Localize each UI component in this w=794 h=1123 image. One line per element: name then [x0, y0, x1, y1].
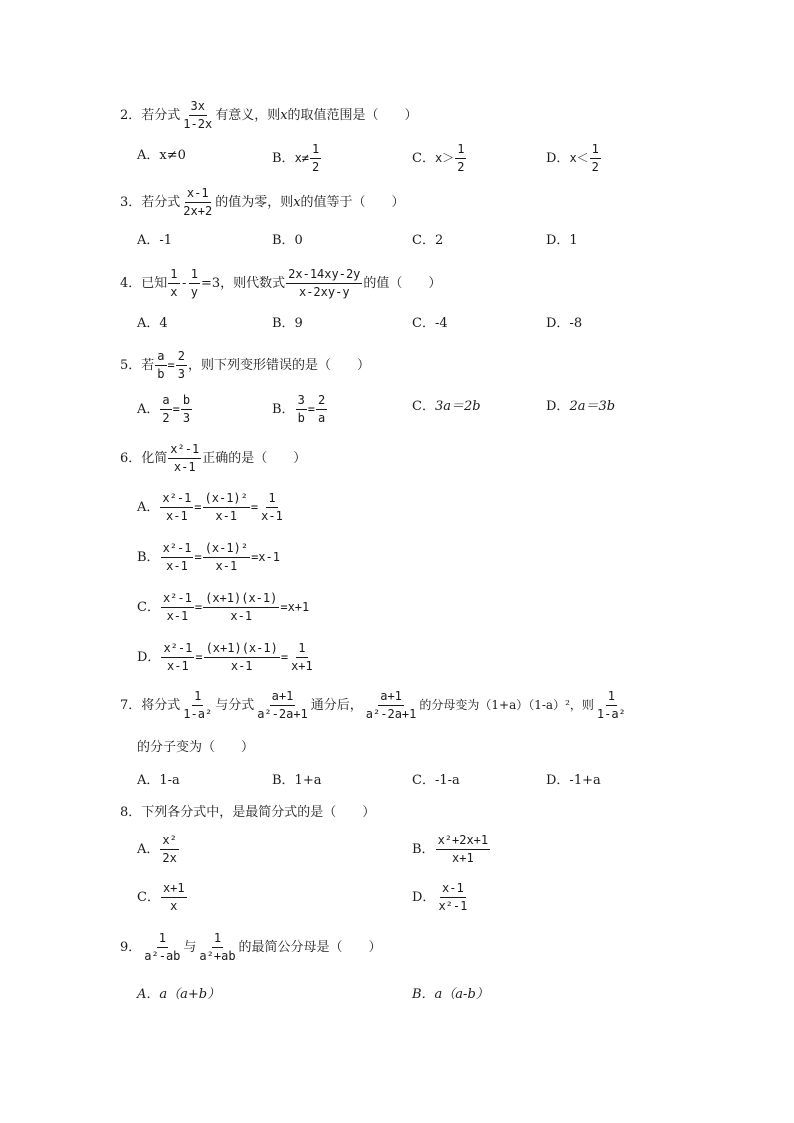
- q7-option-c[interactable]: C．-1-a: [412, 773, 460, 788]
- fraction-denominator: b: [157, 366, 165, 381]
- question-3-stem: [120, 187, 405, 217]
- text-segment: =: [194, 600, 203, 615]
- fraction-denominator: x-1: [230, 658, 253, 673]
- fraction: [436, 882, 469, 912]
- text-segment: x≠: [294, 151, 310, 166]
- fraction-numerator: 1: [212, 932, 223, 948]
- fraction-numerator: x²-1: [160, 492, 193, 508]
- text-segment: C．: [137, 889, 160, 905]
- fraction-denominator: 2x+2: [183, 203, 213, 218]
- fraction-denominator: b: [297, 410, 305, 425]
- fraction: [310, 143, 321, 173]
- fraction-denominator: x: [170, 284, 178, 299]
- fraction-denominator: a²-ab: [144, 948, 181, 963]
- text-segment: 的分母变为（1+a）（1-a）²，则: [419, 698, 594, 713]
- q8-option-c[interactable]: [137, 882, 188, 912]
- fraction-denominator: x-1: [173, 459, 196, 474]
- fraction-denominator: x-2xy-y: [298, 284, 350, 299]
- q5-option-d[interactable]: [546, 400, 615, 413]
- fraction-denominator: 2: [312, 159, 320, 174]
- fraction-numerator: 1: [157, 932, 168, 948]
- fraction-numerator: 1: [192, 690, 203, 706]
- text-segment: C．: [137, 599, 160, 615]
- text-segment: 通分后，: [310, 697, 363, 713]
- text-segment: =: [172, 402, 180, 417]
- fraction-denominator: 2: [162, 410, 170, 425]
- q2-number: 2．若分式: [120, 107, 181, 123]
- fraction: [160, 394, 171, 424]
- fraction-numerator: 3x: [189, 100, 207, 116]
- question-4-stem: [120, 268, 441, 298]
- fraction-numerator: a: [155, 350, 166, 366]
- fraction-denominator: y: [190, 284, 198, 299]
- q2-option-a[interactable]: [137, 149, 186, 162]
- text-segment: 6．化简: [120, 450, 168, 466]
- text-segment: 的值（ ）: [363, 275, 442, 291]
- text-segment: =: [167, 358, 175, 373]
- text-segment: 9．: [120, 939, 142, 955]
- text-segment: =3，则代数式: [200, 275, 286, 291]
- q9-option-b[interactable]: [412, 988, 489, 1001]
- text-segment: B．a（a-b）: [412, 987, 489, 1002]
- question-7-stem: [120, 690, 629, 720]
- q3-option-c[interactable]: C．2: [412, 233, 444, 248]
- fraction-numerator: a: [160, 394, 171, 410]
- text-segment: C．: [412, 150, 435, 166]
- fraction-denominator: 1-a²: [596, 706, 626, 721]
- question-6-stem: [120, 443, 306, 473]
- fraction-denominator: a: [318, 410, 326, 425]
- text-segment: =: [195, 650, 203, 665]
- text-segment: D．: [412, 889, 436, 905]
- text-segment: A．: [137, 148, 160, 163]
- fraction-numerator: (x+1)(x-1): [203, 592, 279, 608]
- fraction-denominator: 1-a²: [183, 706, 213, 721]
- q6-option-c[interactable]: [137, 592, 309, 622]
- fraction: [161, 642, 194, 672]
- text-segment: -: [180, 276, 188, 291]
- q8-option-b[interactable]: [412, 834, 491, 864]
- fraction: [436, 834, 491, 864]
- q4-expression: [286, 268, 362, 298]
- text-segment: 正确的是（ ）: [202, 450, 307, 466]
- fraction: [255, 690, 310, 720]
- text-segment: A．: [137, 499, 160, 515]
- fraction-denominator: x²-1: [438, 898, 468, 913]
- fraction-numerator: x²: [160, 834, 178, 850]
- fraction: [203, 592, 279, 622]
- text-segment: D．: [137, 649, 161, 665]
- fraction-denominator: x-1: [230, 608, 253, 623]
- fraction: [181, 690, 214, 720]
- fraction: [364, 690, 419, 720]
- fraction-numerator: (x-1)²: [203, 492, 250, 508]
- q7-stem-line2: 的分子变为（ ）: [137, 740, 255, 755]
- text-segment: C．: [412, 399, 435, 414]
- question-2-stem: [120, 100, 418, 130]
- fraction-numerator: a+1: [270, 690, 296, 706]
- fraction-numerator: 1: [455, 143, 466, 159]
- q7-option-a[interactable]: A．1-a: [137, 773, 180, 788]
- text-segment: B．: [412, 841, 435, 857]
- fraction: [455, 143, 466, 173]
- q5-option-a[interactable]: [137, 394, 193, 424]
- fraction-numerator: 2: [176, 350, 187, 366]
- q2-fraction: [181, 100, 214, 130]
- fraction-numerator: 1: [168, 268, 179, 284]
- fraction: [168, 443, 201, 473]
- text-segment: 3a＝2b: [434, 399, 481, 414]
- text-segment: D．: [546, 150, 570, 166]
- q2-option-b[interactable]: [272, 143, 322, 173]
- q5-option-b[interactable]: [272, 394, 328, 424]
- q4-option-a[interactable]: A．4: [137, 316, 168, 331]
- fraction: [204, 642, 280, 672]
- fraction-numerator: (x+1)(x-1): [204, 642, 280, 658]
- q3-option-b[interactable]: B．0: [272, 233, 303, 248]
- text-segment: 5．若: [120, 357, 155, 373]
- fraction: [595, 690, 628, 720]
- question-9-stem: [120, 932, 382, 962]
- fraction: [203, 542, 250, 572]
- question-8-stem: 8．下列各分式中，是最简分式的是（ ）: [120, 805, 376, 820]
- fraction: [160, 834, 178, 864]
- fraction-denominator: x-1: [215, 508, 238, 523]
- fraction-numerator: 1: [310, 143, 321, 159]
- fraction-denominator: 2: [591, 159, 599, 174]
- fraction-denominator: a²-2a+1: [257, 706, 308, 721]
- text-segment: =: [194, 550, 202, 565]
- fraction-numerator: 1: [296, 642, 307, 658]
- text-segment: x＞: [434, 151, 455, 166]
- text-segment: 的取值范围是（ ）: [287, 107, 418, 123]
- q6-option-d[interactable]: [137, 642, 316, 672]
- q4-option-d[interactable]: D．-8: [546, 316, 583, 331]
- text-segment: 的值为零，则: [215, 194, 294, 210]
- fraction: [160, 492, 193, 522]
- fraction-denominator: 1-2x: [183, 116, 213, 131]
- fraction-numerator: x-1: [440, 882, 466, 898]
- q9-option-a[interactable]: [137, 988, 220, 1001]
- fraction-numerator: 2: [316, 394, 327, 410]
- text-segment: =: [307, 402, 316, 417]
- text-segment: 4．已知: [120, 275, 168, 291]
- text-segment: =: [194, 500, 202, 515]
- text-segment: D．: [546, 399, 570, 414]
- text-segment: B．: [272, 150, 295, 166]
- fraction: [168, 268, 179, 298]
- text-segment: =: [280, 650, 289, 665]
- fraction-numerator: x²-1: [161, 542, 194, 558]
- fraction: [142, 932, 182, 962]
- text-segment: A．a（a+b）: [137, 987, 221, 1002]
- fraction: [161, 882, 187, 912]
- text-segment: x: [280, 107, 288, 123]
- q4-option-b[interactable]: B．9: [272, 316, 303, 331]
- q3-option-d[interactable]: D．1: [546, 233, 578, 248]
- fraction-denominator: a²-2a+1: [365, 706, 417, 721]
- fraction: [155, 350, 166, 380]
- fraction-denominator: 3: [182, 410, 191, 425]
- fraction: [259, 492, 285, 522]
- fraction-numerator: x²-1: [161, 592, 194, 608]
- fraction-denominator: x-1: [166, 508, 188, 523]
- text-segment: 与分式: [215, 697, 255, 713]
- q3-option-a[interactable]: A．-1: [137, 233, 173, 248]
- text-segment: B．: [272, 401, 295, 417]
- text-segment: A．: [137, 841, 160, 857]
- q2-option-c[interactable]: [412, 143, 467, 173]
- text-segment: =x-1: [251, 550, 280, 565]
- q6-option-b[interactable]: [137, 542, 280, 572]
- text-segment: 2a＝3b: [569, 399, 616, 414]
- fraction-denominator: x-1: [261, 508, 283, 523]
- q5-option-c[interactable]: [412, 400, 481, 413]
- fraction: [203, 492, 250, 522]
- fraction-numerator: 1: [266, 492, 277, 508]
- text-segment: 有意义，则: [215, 107, 281, 123]
- q7-option-b[interactable]: B．1+a: [272, 773, 322, 788]
- fraction-denominator: x: [170, 898, 178, 913]
- fraction-numerator: x²-1: [168, 443, 201, 459]
- fraction-numerator: x+1: [161, 882, 187, 898]
- fraction: [197, 932, 237, 962]
- q8-option-a[interactable]: [137, 834, 180, 864]
- fraction-denominator: 3: [177, 366, 185, 381]
- q7-option-d[interactable]: D．-1+a: [546, 773, 601, 788]
- fraction-denominator: x-1: [167, 658, 189, 673]
- fraction-numerator: x²+2x+1: [436, 834, 491, 850]
- fraction-numerator: 3: [296, 394, 307, 410]
- fraction-denominator: a²+ab: [199, 948, 236, 963]
- q3-fraction: [181, 187, 214, 217]
- fraction-numerator: b: [181, 394, 192, 410]
- text-segment: 的最简公分母是（ ）: [238, 939, 382, 955]
- fraction: [316, 394, 327, 424]
- fraction-numerator: 1: [606, 690, 617, 706]
- fraction: [181, 394, 192, 424]
- fraction-denominator: x-1: [166, 608, 189, 623]
- q2-option-d[interactable]: [546, 143, 602, 173]
- fraction: [296, 394, 307, 424]
- fraction: [161, 542, 194, 572]
- fraction: [289, 642, 315, 672]
- text-segment: B．: [137, 549, 160, 565]
- fraction-denominator: x-1: [166, 558, 188, 573]
- text-segment: ，则下列变形错误的是（ ）: [187, 357, 370, 373]
- text-segment: =x+1: [280, 600, 310, 615]
- fraction: [590, 143, 601, 173]
- fraction-numerator: 1: [590, 143, 601, 159]
- text-segment: 与: [183, 939, 197, 955]
- fraction: [161, 592, 194, 622]
- fraction-denominator: 2x: [162, 850, 177, 865]
- fraction-denominator: x-1: [215, 558, 238, 573]
- fraction-numerator: 2x-14xy-2y: [286, 268, 362, 284]
- fraction-numerator: 1: [189, 268, 200, 284]
- text-segment: 的值等于（ ）: [300, 194, 405, 210]
- fraction-numerator: a+1: [378, 690, 404, 706]
- fraction-denominator: x+1: [291, 658, 313, 673]
- text-segment: 7．将分式: [120, 697, 181, 713]
- text-segment: =: [250, 500, 259, 515]
- q8-option-d[interactable]: [412, 882, 470, 912]
- fraction: [176, 350, 187, 380]
- text-segment: x≠0: [159, 148, 186, 163]
- text-segment: A．: [137, 401, 160, 417]
- text-segment: x: [293, 194, 301, 210]
- fraction-numerator: x-1: [185, 187, 211, 203]
- q4-option-c[interactable]: C．-4: [412, 316, 448, 331]
- text-segment: x＜: [569, 151, 589, 166]
- text-segment: 3．若分式: [120, 194, 181, 210]
- fraction-numerator: x²-1: [161, 642, 194, 658]
- fraction-denominator: 2: [457, 159, 465, 174]
- fraction-denominator: x+1: [452, 850, 474, 865]
- fraction: [189, 268, 200, 298]
- question-5-stem: [120, 350, 370, 380]
- q6-option-a[interactable]: [137, 492, 286, 522]
- fraction-numerator: (x-1)²: [203, 542, 250, 558]
